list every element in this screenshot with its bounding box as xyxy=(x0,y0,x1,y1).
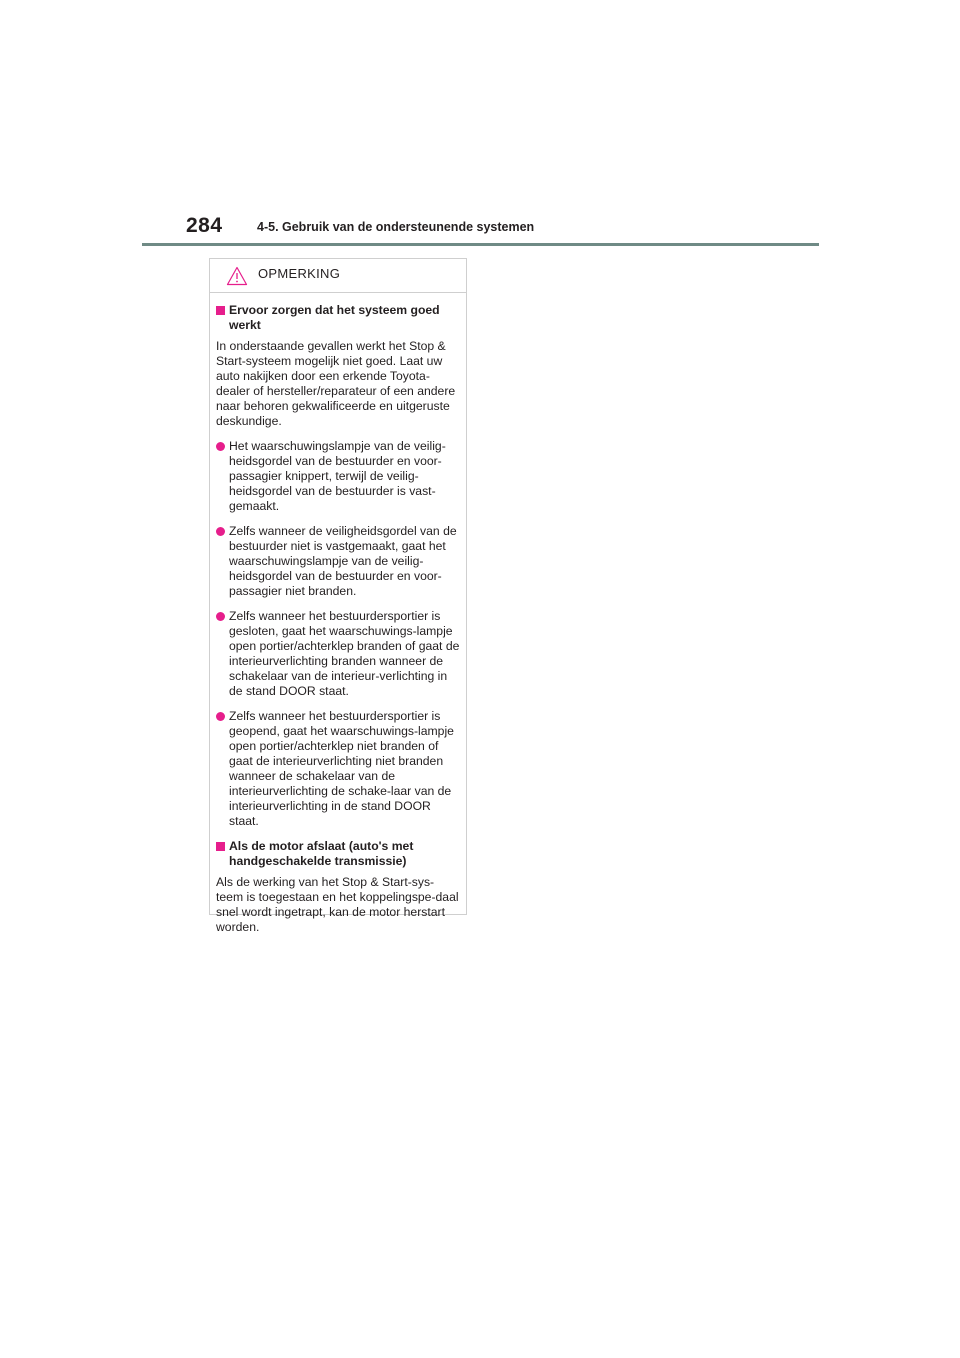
section-paragraph: In onderstaande gevallen werkt het Stop & Start-systeem mogelijk niet goed. Laat uw auto nakijken door een erkende Toyota-dealer of hersteller/reparateur of een andere naar behoren gekwalificeerde en uitgeruste deskundige. xyxy=(216,339,456,428)
list-item-text: Zelfs wanneer de veiligheidsgordel van de bestuurder niet is vastgemaakt, gaat het waarschuwingslampje van de veilig-heidsgordel van de bestuurder en voor-passagier niet branden. xyxy=(229,524,457,598)
warning-triangle-icon xyxy=(226,266,248,286)
page-number: 284 xyxy=(186,214,223,237)
square-bullet-icon xyxy=(216,842,225,851)
list-item xyxy=(216,609,460,699)
circle-bullet-icon xyxy=(216,442,225,451)
circle-bullet-icon xyxy=(216,712,225,721)
circle-bullet-icon xyxy=(216,612,225,621)
notice-body xyxy=(210,303,466,935)
notice-box xyxy=(209,258,467,934)
list-item xyxy=(216,709,460,829)
notice-title: OPMERKING xyxy=(258,266,341,281)
section-heading xyxy=(216,839,460,869)
section-heading xyxy=(216,303,460,333)
header-rule xyxy=(142,243,819,246)
section-title: 4-5. Gebruik van de ondersteunende systemen xyxy=(257,220,535,234)
square-bullet-icon xyxy=(216,306,225,315)
list-item-text: Zelfs wanneer het bestuurdersportier is gesloten, gaat het waarschuwings-lampje open portier/achterklep branden of gaat de interieurverlichting branden wanneer de schakelaar van de interieur-verlichting in de stand DOOR staat. xyxy=(229,609,460,698)
list-item-text: Zelfs wanneer het bestuurdersportier is geopend, gaat het waarschuwings-lampje open portier/achterklep niet branden of gaat de interieurverlichting niet branden wanneer de schakelaar van de interieurverlichting de schake-laar van de interieurverlichting in de stand DOOR staat. xyxy=(229,709,454,828)
list-item xyxy=(216,524,460,599)
list-item xyxy=(216,439,460,514)
section-heading-text: Als de motor afslaat (auto's met handgeschakelde transmissie) xyxy=(229,839,414,868)
list-item-text: Het waarschuwingslampje van de veilig-heidsgordel van de bestuurder en voor-passagier knippert, terwijl de veilig-heidsgordel van de bestuurder is vast-gemaakt. xyxy=(229,439,446,513)
section-heading-text: Ervoor zorgen dat het systeem goed werkt xyxy=(229,303,440,332)
circle-bullet-icon xyxy=(216,527,225,536)
section-paragraph: Als de werking van het Stop & Start-sys-teem is toegestaan en het koppelingspe-daal snel wordt ingetrapt, kan de motor herstart worden. xyxy=(216,875,459,934)
notice-header xyxy=(210,259,466,293)
